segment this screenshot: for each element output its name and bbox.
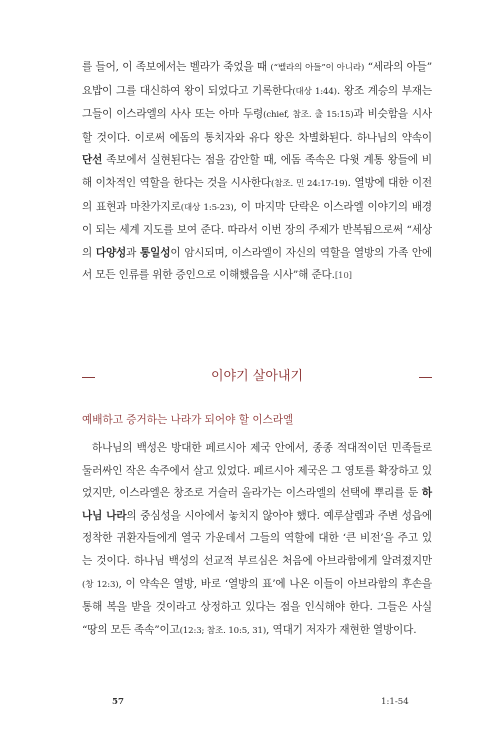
section-heading <box>82 366 432 388</box>
text-run: 하나님의 백성은 방대한 페르시아 제국 안에서, 종종 적대적이던 민족들로 둘러싸인 작은 속주에서 살고 있었다. 페르시아 제국은 그 영토를 확장하고 있었지만, 이스라엘은 창조로 거슬러 올라가는 이스라엘의 선택에 뿌리를 둔 <box>82 442 432 500</box>
emphasis: 통일성 <box>140 246 171 259</box>
citation: (대상 1:5-23) <box>180 202 234 213</box>
text-run: 과 <box>126 246 141 259</box>
text-run: 의 중심성을 시아에서 놓치지 않아야 했다. 예루살렘과 주변 성읍에 정착한 귀환자들에게 열국 가운데서 그들의 역할에 대한 ‘큰 비전’을 주고 있는 것이다. 하나님 백성의 선교적 부르심은 처음에 아브라함에게 알려졌지만 <box>82 509 432 567</box>
emphasis: 다양성 <box>95 246 127 259</box>
body-paragraph-1 <box>82 56 432 288</box>
text-run: , 역대기 저자가 재현한 열방이다. <box>266 623 417 636</box>
text-run: , 이 마지막 단락은 이스라엘 이야기의 배경이 되는 세계 지도를 보여 준다. 따라서 이번 장의 주제가 반복됨으로써 “세상의 <box>82 200 433 259</box>
text-run: “세라의 아들” 요밥이 그를 대신하여 왕이 되었다고 기록한다 <box>82 61 433 97</box>
citation: (chief, 참조. 출 15:15) <box>263 110 354 121</box>
body-paragraph-2 <box>82 437 432 642</box>
citation: (대상 1:44) <box>292 86 337 97</box>
citation: (창 12:3) <box>82 579 119 590</box>
text-run: 족보에서 실현된다는 점을 감안할 때, 에돔 족속은 다윗 계통 왕들에 비해 이차적인 역할을 한다는 것을 시사한다 <box>82 154 432 189</box>
chapter-reference: 1:1-54 <box>381 697 409 707</box>
heading-rule-right <box>419 377 432 378</box>
footnote-marker: [10] <box>334 271 352 282</box>
subheading: 예배하고 증거하는 나라가 되어야 할 이스라엘 <box>82 414 294 426</box>
text-run: 과 비슷함을 시사할 것이다. 이로써 에돔의 통치자와 유다 왕은 차별화된다. 하나님의 약속이 <box>82 108 432 144</box>
page-number: 57 <box>112 697 124 707</box>
text-run: . 왕조 계승의 부재는 그들이 이스라엘의 사사 또는 아마 두령 <box>82 84 432 121</box>
paragraph-content <box>82 56 432 288</box>
citation: (“벨라의 아들”이 아니라) <box>270 63 365 73</box>
emphasis: 단선 <box>82 154 103 167</box>
text-run: , 이 약속은 열방, 바로 ‘열방의 표’에 나온 이들이 아브라함의 후손을 통해 복을 받을 것이라고 상정하고 있다는 점을 인식해야 한다. 그들은 사실 “땅의 모든 족속”이고 <box>82 577 432 636</box>
paragraph-content <box>82 437 432 642</box>
emphasis: 하나님 나라 <box>82 487 432 522</box>
citation: (참조. 민 24:17-19) <box>271 178 348 189</box>
text-run: 를 들어, 이 족보에서는 벨라가 죽었을 때 <box>82 61 271 73</box>
text-run: . 열방에 대한 이전의 표현과 마찬가지로 <box>82 176 432 213</box>
citation: (12:3; 참조. 10:5, 31) <box>179 625 267 636</box>
section-title: 이야기 살아내기 <box>210 369 304 384</box>
text-run: 이 암시되며, 이스라엘이 자신의 역할을 열방의 가족 안에서 모든 인류를 위한 증인으로 이해했음을 시사”해 준다. <box>82 246 432 282</box>
